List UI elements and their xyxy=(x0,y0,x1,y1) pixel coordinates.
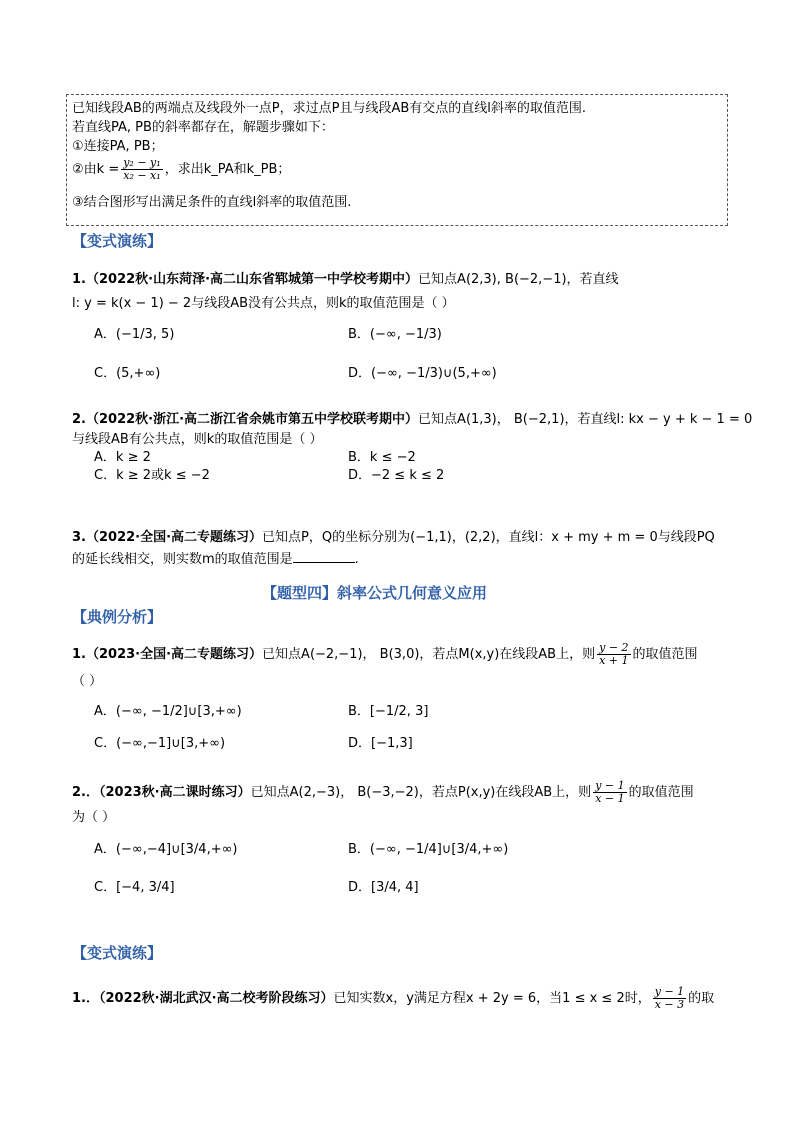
question-3-period: . xyxy=(354,552,359,567)
option-text: (−∞, −1/3)∪(5,+∞) xyxy=(371,366,497,381)
question-1-line-1 xyxy=(72,268,619,287)
section-example-heading: 【典例分析】 xyxy=(72,608,163,626)
example-2-option-c[interactable] xyxy=(94,876,175,895)
method-step-2 xyxy=(72,157,290,182)
example-1-option-b[interactable] xyxy=(348,700,428,719)
example-2-fraction-denominator: x − 1 xyxy=(595,792,625,805)
option-text: k ≥ 2 xyxy=(115,450,151,465)
question-1-option-b[interactable] xyxy=(348,323,442,342)
example-1-line-1 xyxy=(72,642,698,667)
question-1-stem: 已知点A(2,3), B(−2,−1)，若直线 xyxy=(418,272,619,287)
example-1-fraction-numerator: y − 2 xyxy=(599,641,629,654)
question-3-stem: 已知点P，Q的坐标分别为(−1,1)，(2,2)，直线l：x + my + m = 0与线段PQ xyxy=(262,530,715,545)
option-label: B． xyxy=(348,704,370,719)
option-text: [−1,3] xyxy=(371,736,413,751)
example-2-source: 2.．（2023秋·高二课时练习） xyxy=(72,785,251,800)
option-label: A． xyxy=(94,704,116,719)
answer-blank[interactable] xyxy=(293,550,355,563)
question-2-line-2: 与线段AB有公共点，则k的取值范围是（ ） xyxy=(72,432,323,447)
question-1-source: 1.（2022秋·山东菏泽·高二山东省郓城第一中学校考期中） xyxy=(72,272,419,287)
option-label: B． xyxy=(348,450,370,465)
option-label: A． xyxy=(94,450,116,465)
option-text: [−1/2, 3] xyxy=(369,704,429,719)
option-text: [−4, 3/4] xyxy=(116,880,175,895)
example-1-source: 1.（2023·全国·高二专题练习） xyxy=(72,647,263,662)
example-2-option-b[interactable] xyxy=(348,838,508,857)
variant-1-stem-tail: 的取 xyxy=(688,991,715,1006)
option-label: D． xyxy=(348,880,372,895)
option-label: B． xyxy=(348,842,370,857)
question-3-source: 3.（2022·全国·高二专题练习） xyxy=(72,530,263,545)
example-1-option-c[interactable] xyxy=(94,732,225,751)
example-2-stem: 已知点A(2,−3)， B(−3,−2)，若点P(x,y)在线段AB上，则 xyxy=(250,785,592,800)
example-2-line-1 xyxy=(72,780,694,805)
option-text: (−∞, −1/4]∪[3/4,+∞) xyxy=(369,842,509,857)
example-2-fraction-numerator: y − 1 xyxy=(595,779,625,792)
variant-1-fraction xyxy=(653,986,686,1011)
section-type-4-heading: 【题型四】斜率公式几何意义应用 xyxy=(262,584,488,602)
question-1-line-2: l: y = k(x − 1) − 2与线段AB没有公共点，则k的取值范围是（ ） xyxy=(72,296,455,311)
method-step-3: ③结合图形写出满足条件的直线l斜率的取值范围. xyxy=(72,195,352,210)
option-text: k ≤ −2 xyxy=(369,450,416,465)
method-step-2-prefix: ②由k = xyxy=(72,162,120,177)
example-1-option-d[interactable] xyxy=(348,732,413,751)
option-label: B． xyxy=(348,327,370,342)
question-3-line-1 xyxy=(72,526,715,545)
option-label: A． xyxy=(94,327,116,342)
option-label: A． xyxy=(94,842,116,857)
method-line-2: 若直线PA, PB的斜率都存在，解题步骤如下： xyxy=(72,120,334,135)
section-variant-heading-2: 【变式演练】 xyxy=(72,944,163,962)
option-label: C． xyxy=(94,736,117,751)
question-2-option-a[interactable] xyxy=(94,446,151,465)
slope-formula-numerator: y₂ − y₁ xyxy=(123,156,161,169)
option-text: (5,+∞) xyxy=(116,366,161,381)
example-2-fraction xyxy=(593,780,626,805)
example-2-line-2: 为（ ） xyxy=(72,810,116,825)
slope-formula-denominator: x₂ − x₁ xyxy=(123,169,161,182)
example-2-option-a[interactable] xyxy=(94,838,238,857)
question-2-line-1 xyxy=(72,408,752,427)
option-label: D． xyxy=(348,736,372,751)
option-text: (−∞, −1/3) xyxy=(369,327,442,342)
example-1-fraction-denominator: x + 1 xyxy=(599,654,629,667)
question-2-option-d[interactable] xyxy=(348,464,444,483)
option-text: [3/4, 4] xyxy=(371,880,419,895)
question-1-option-c[interactable] xyxy=(94,362,160,381)
option-text: k ≥ 2或k ≤ −2 xyxy=(116,468,210,483)
example-1-option-a[interactable] xyxy=(94,700,242,719)
option-label: C． xyxy=(94,880,117,895)
variant-1-source: 1.．（2022秋·湖北武汉·高二校考阶段练习） xyxy=(72,991,334,1006)
option-text: (−∞,−4]∪[3/4,+∞) xyxy=(115,842,238,857)
variant-1-line-1 xyxy=(72,986,714,1011)
question-2-stem: 已知点A(1,3)， B(−2,1)，若直线l: kx − y + k − 1 = 0 xyxy=(418,412,753,427)
method-step-1: ①连接PA, PB； xyxy=(72,139,164,154)
option-label: C． xyxy=(94,468,117,483)
example-1-line-2: （ ） xyxy=(72,674,103,689)
slope-formula xyxy=(121,157,162,182)
example-1-fraction xyxy=(597,642,630,667)
example-2-stem-tail: 的取值范围 xyxy=(628,785,694,800)
question-3-line-2 xyxy=(72,548,359,567)
question-3-stem-end: 的延长线相交，则实数m的取值范围是 xyxy=(72,552,293,567)
option-text: (−∞, −1/2]∪[3,+∞) xyxy=(115,704,242,719)
method-line-1: 已知线段AB的两端点及线段外一点P，求过点P且与线段AB有交点的直线l斜率的取值范围. xyxy=(72,101,587,116)
option-label: D． xyxy=(348,468,372,483)
variant-1-fraction-numerator: y − 1 xyxy=(654,985,685,998)
question-2-option-b[interactable] xyxy=(348,446,416,465)
example-2-option-d[interactable] xyxy=(348,876,419,895)
variant-1-fraction-denominator: x − 3 xyxy=(654,998,685,1011)
example-1-stem: 已知点A(−2,−1)， B(3,0)，若点M(x,y)在线段AB上，则 xyxy=(262,647,596,662)
option-text: (−∞,−1]∪[3,+∞) xyxy=(116,736,226,751)
example-1-stem-tail: 的取值范围 xyxy=(632,647,698,662)
section-variant-heading: 【变式演练】 xyxy=(72,232,163,250)
question-1-option-a[interactable] xyxy=(94,323,174,342)
option-text: −2 ≤ k ≤ 2 xyxy=(371,468,445,483)
option-label: C． xyxy=(94,366,117,381)
question-2-option-c[interactable] xyxy=(94,464,210,483)
method-step-2-suffix: ，求出k_PA和k_PB； xyxy=(164,162,291,177)
question-1-option-d[interactable] xyxy=(348,362,497,381)
variant-1-stem: 已知实数x，y满足方程x + 2y = 6，当1 ≤ x ≤ 2时， xyxy=(333,991,651,1006)
question-2-source: 2.（2022秋·浙江·高二浙江省余姚市第五中学校联考期中） xyxy=(72,412,419,427)
option-label: D． xyxy=(348,366,372,381)
option-text: (−1/3, 5) xyxy=(115,327,175,342)
